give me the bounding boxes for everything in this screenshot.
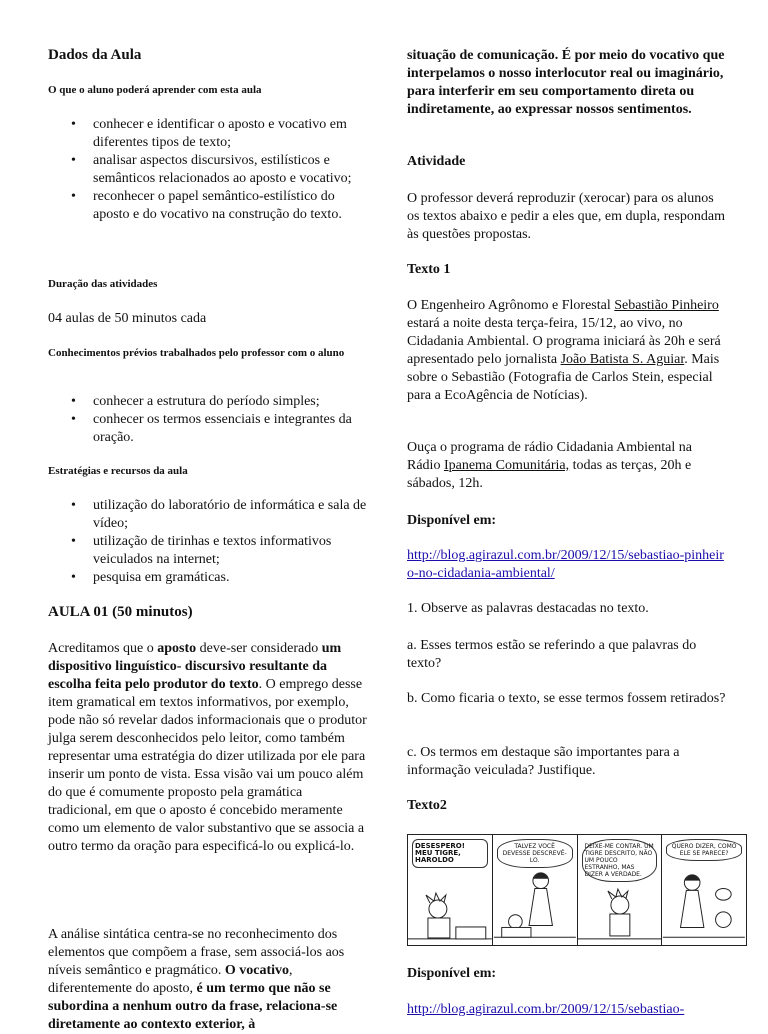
activity-heading: Atividade xyxy=(407,154,466,169)
t1-text: estará a noite desta terça-feira, 15/12, ao vivo, no Cidadania Ambiental. O programa iniciará às 20h e será apresentado pelo jornalista xyxy=(407,316,721,367)
texto1-radio-paragraph xyxy=(407,439,727,493)
list-item: • utilização de tirinhas e textos informativos veiculados na internet; xyxy=(48,533,368,569)
comic-strip xyxy=(407,834,747,946)
comic-figure-icon xyxy=(662,867,746,945)
duration-heading: Duração das atividades xyxy=(48,278,158,290)
p2-text: A análise sintática centra-se no reconhecimento dos elementos que compõem a frase, sem associá-los aos níveis semântico e pragmático. xyxy=(48,927,345,978)
list-item: • analisar aspectos discursivos, estilísticos e semânticos relacionados ao aposto e vocativo; xyxy=(48,152,368,188)
paragraph-aposto xyxy=(48,640,368,856)
question-c: c. Os termos em destaque são importantes para a informação veiculada? Justifique. xyxy=(407,745,680,778)
page-title: Dados da Aula xyxy=(48,47,142,63)
prior-heading: Conhecimentos prévios trabalhados pelo professor com o aluno xyxy=(48,347,345,359)
list-item: • reconhecer o papel semântico-estilístico do aposto e do vocativo na construção do texto. xyxy=(48,188,368,224)
comic-panel xyxy=(578,835,663,945)
underlined-journalist: João Batista S. Aguiar xyxy=(560,352,685,367)
source-link[interactable] xyxy=(407,547,727,583)
t1-text: todas as terças, 20h e sábados, 12h. xyxy=(407,458,692,491)
underlined-name: Sebastião Pinheiro xyxy=(614,298,719,313)
p1-text: . O emprego desse item gramatical em textos informativos, por exemplo, pode não só revelar dados informacionais que o produtor julga serem desconhecidos pelo leitor, como também representar uma estratégia do dizer utilizada por ele para inserir um ponto de vista. Essa visão vai um pouco além do que é comumente proposto pela gramática tradicional, em que o aposto é concebido meramente como um elemento de valor substantivo que se associa a outro termo da oração para especificá-lo ou explicá-lo. xyxy=(48,677,367,854)
underlined-radio: Ipanema Comunitária, xyxy=(443,458,570,473)
p2-bold: O vocativo xyxy=(224,963,290,978)
t1-text: O Engenheiro Agrônomo e Florestal xyxy=(407,298,615,313)
list-item: • pesquisa em gramáticas. xyxy=(48,569,368,587)
paragraph-vocativo xyxy=(48,926,368,1034)
question-b: b. Como ficaria o texto, se esse termos fossem retirados? xyxy=(407,691,726,706)
p2-bold: é um termo que não se subordina a nenhum outro da frase, relaciona-se diretamente ao contexto exterior, à xyxy=(48,981,338,1032)
vocativo-continuation: situação de comunicação. É por meio do vocativo que interpelamos o nosso interlocutor real ou imaginário, para interferir em seu comportamento direta ou indiretamente, ao expressar nossos sentimentos. xyxy=(407,48,725,117)
comic-figure-icon xyxy=(493,867,577,945)
duration-text: 04 aulas de 50 minutos cada xyxy=(48,311,207,326)
strategies-heading: Estratégias e recursos da aula xyxy=(48,465,188,477)
available-heading-2: Disponível em: xyxy=(407,966,497,981)
comic-panel xyxy=(493,835,578,945)
aula-heading: AULA 01 (50 minutos) xyxy=(48,604,193,620)
prior-list xyxy=(48,393,368,447)
source-link-anchor[interactable]: http://blog.agirazul.com.br/2009/12/15/sebastiao-pinheiro-no-cidadania-ambiental/ xyxy=(407,548,724,581)
comic-figure-icon xyxy=(408,885,492,945)
source-link-2[interactable] xyxy=(407,1001,727,1019)
t1-text: . Mais sobre o Sebastião (Fotografia de Carlos Stein, especial para a EcoAgência de Notícias). xyxy=(407,352,720,403)
source-link-2-anchor[interactable]: http://blog.agirazul.com.br/2009/12/15/sebastiao- xyxy=(407,1002,685,1017)
strategies-list xyxy=(48,497,368,587)
comic-speech: DESESPERO! MEU TIGRE, HAROLDO xyxy=(412,839,488,868)
question-a: a. Esses termos estão se referindo a que palavras do texto? xyxy=(407,638,697,671)
available-heading: Disponível em: xyxy=(407,513,497,528)
p1-bold: aposto xyxy=(157,641,197,656)
list-item: • conhecer a estrutura do período simples; xyxy=(48,393,368,411)
comic-figure-icon xyxy=(578,885,662,945)
comic-panel xyxy=(662,835,746,945)
comic-panel xyxy=(408,835,493,945)
p1-text: deve-ser considerado xyxy=(196,641,322,656)
p2-text: , diferentemente do aposto, xyxy=(48,963,293,996)
learn-list xyxy=(48,116,368,224)
texto1-paragraph xyxy=(407,297,727,405)
question-1: 1. Observe as palavras destacadas no texto. xyxy=(407,601,649,616)
list-item: • utilização do laboratório de informática e sala de vídeo; xyxy=(48,497,368,533)
activity-text: O professor deverá reproduzir (xerocar) para os alunos os textos abaixo e pedir a eles que, em dupla, respondam às questões propostas. xyxy=(407,191,726,242)
p1-text: Acreditamos que o xyxy=(48,641,158,656)
t1-text: Ouça o programa de rádio Cidadania Ambiental na Rádio xyxy=(407,440,692,473)
comic-speech: TALVEZ VOCÊ DEVESSE DESCREVÊ-LO. xyxy=(497,839,573,868)
comic-speech: QUERO DIZER, COMO ELE SE PARECE? xyxy=(666,839,742,861)
list-item: • conhecer e identificar o aposto e vocativo em diferentes tipos de texto; xyxy=(48,116,368,152)
texto2-heading: Texto2 xyxy=(407,798,447,813)
texto1-heading: Texto 1 xyxy=(407,262,451,277)
learn-heading: O que o aluno poderá aprender com esta aula xyxy=(48,84,262,96)
comic-speech: DEIXE-ME CONTAR. UM TIGRE DESCRITO, NÃO UM POUCO ESTRANHO, MAS DIZER A VERDADE. xyxy=(582,839,658,882)
p1-bold: um dispositivo linguístico- discursivo resultante da escolha feita pelo produtor do texto xyxy=(48,641,342,692)
list-item: • conhecer os termos essenciais e integrantes da oração. xyxy=(48,411,368,447)
